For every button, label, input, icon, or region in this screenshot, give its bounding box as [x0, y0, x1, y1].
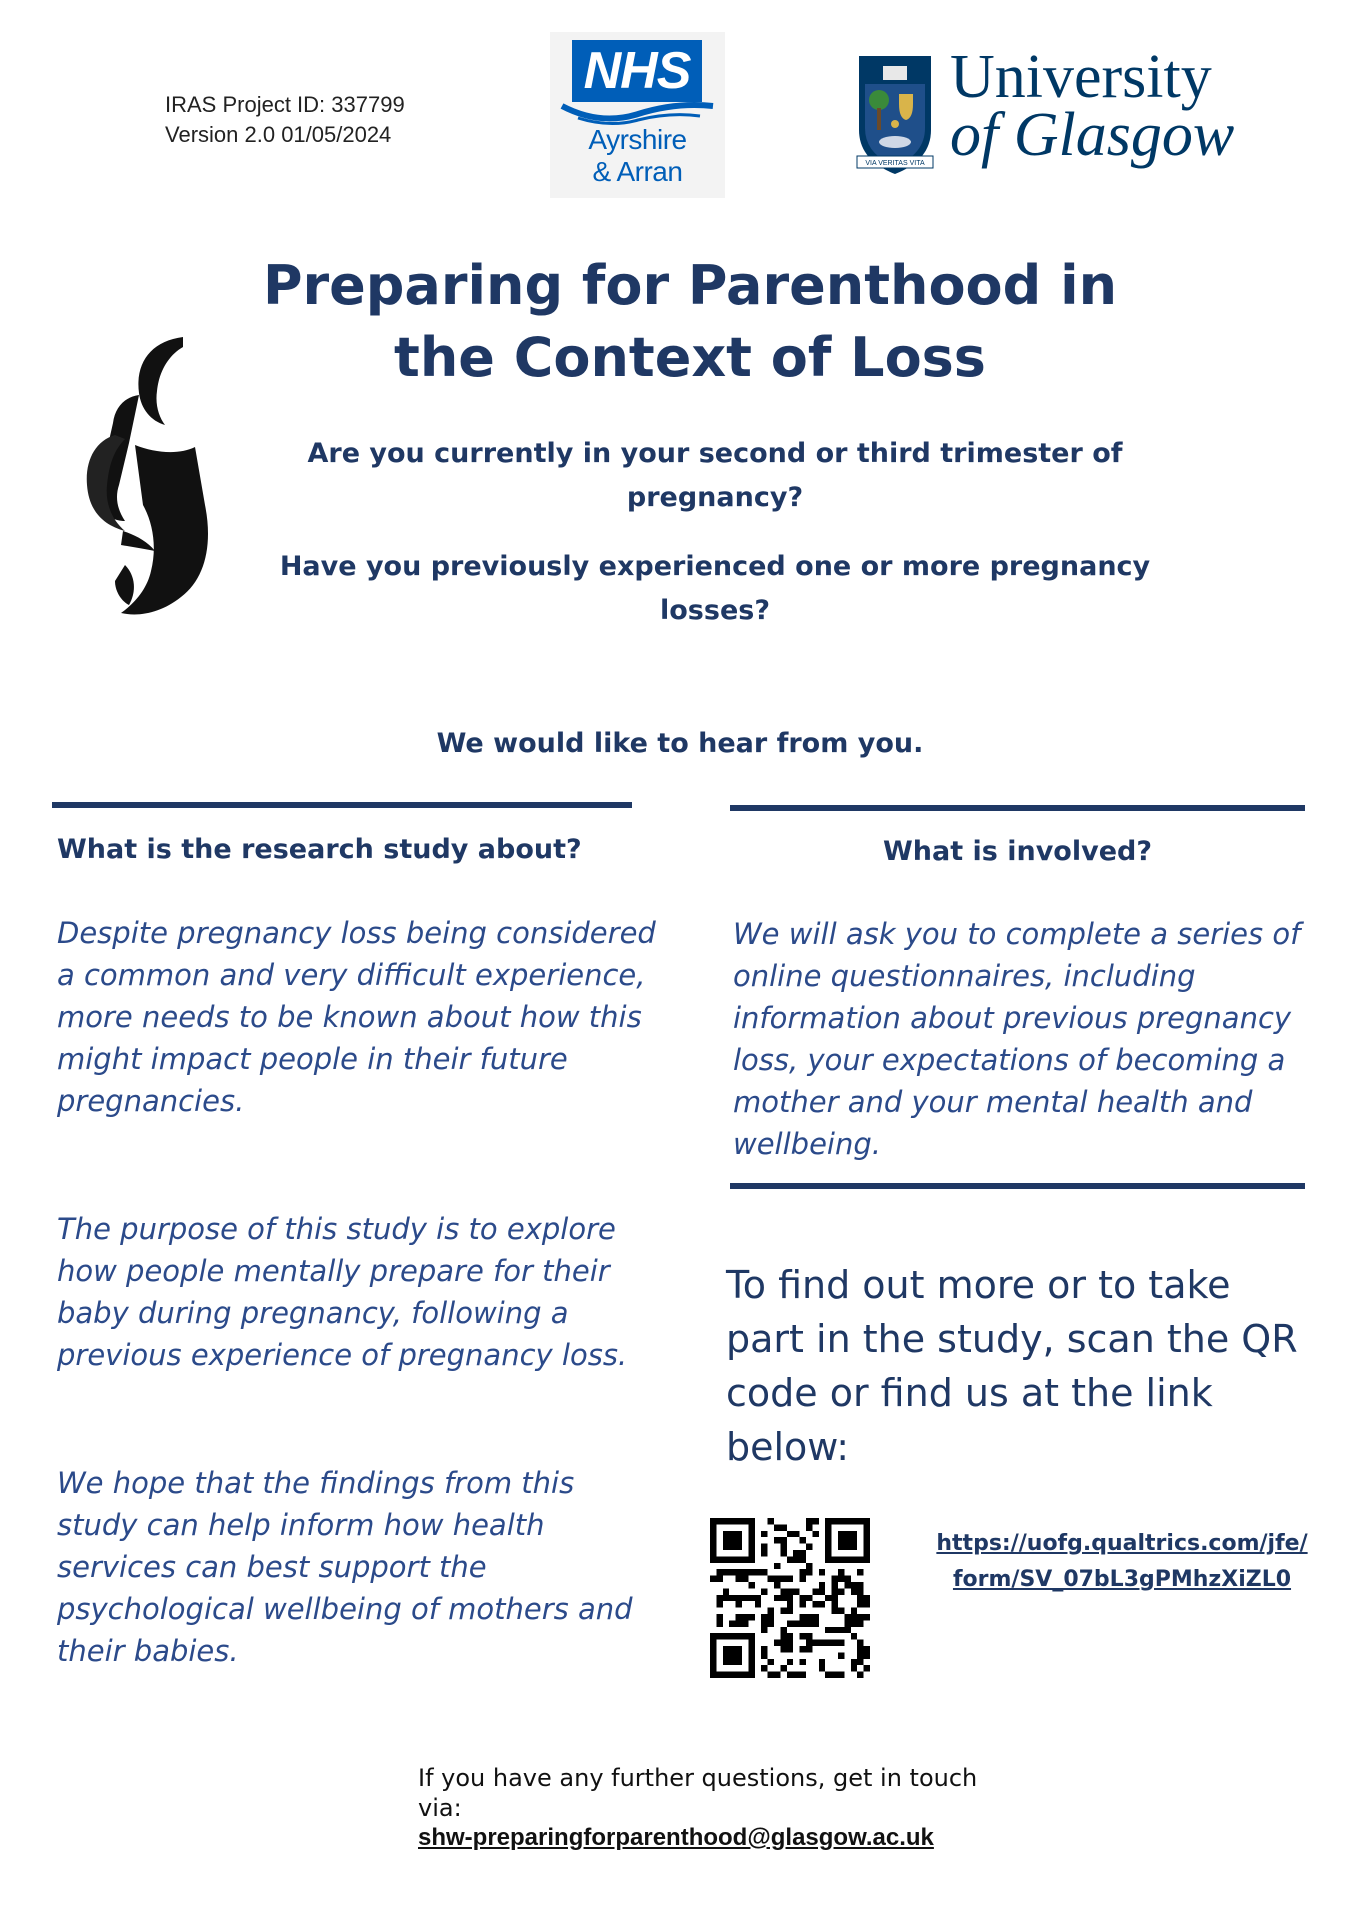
uog-line1: University: [950, 43, 1212, 111]
right-divider-bottom: [730, 1183, 1305, 1189]
university-of-glasgow-wordmark: [950, 43, 1235, 169]
survey-link[interactable]: https://uofg.qualtrics.com/jfe/form/SV_07bL3gPMhzXiZL0: [936, 1531, 1308, 1592]
university-crest-icon: [855, 52, 935, 178]
title-line2: the Context of Loss: [394, 326, 986, 389]
question-trimester: Are you currently in your second or third trimester of pregnancy?: [307, 438, 1123, 513]
title-line1: Preparing for Parenthood in: [262, 254, 1118, 317]
what-is-involved-paragraph: We will ask you to complete a series of online questionnaires, including information about previous pregnancy loss, your expectations of becoming a mother and your mental health and wellbeing.: [733, 917, 1301, 1161]
iras-project-id: IRAS Project ID: 337799: [165, 92, 405, 117]
pregnant-woman-silhouette-icon: [55, 335, 235, 625]
nhs-org-line2: & Arran: [592, 156, 683, 187]
research-about-paragraph-2: The purpose of this study is to explore how people mentally prepare for their baby during pregnancy, following a previous experience of pregnancy loss.: [57, 1212, 628, 1372]
version-date: Version 2.0 01/05/2024: [165, 122, 392, 147]
question-previous-loss: Have you previously experienced one or more pregnancy losses?: [279, 551, 1151, 626]
uog-motto: VIA VERITAS VITA: [865, 160, 925, 167]
hear-from-you: We would like to hear from you.: [436, 728, 924, 759]
left-divider: [52, 802, 632, 808]
nhs-ayrshire-arran-logo: [550, 32, 725, 198]
project-id-block: [165, 90, 405, 150]
contact-text: If you have any further questions, get in touch via:: [418, 1764, 978, 1822]
contact-block: [418, 1763, 978, 1853]
research-about-paragraph-1: Despite pregnancy loss being considered a common and very difficult experience, more needs to be known about how this might impact people in their future pregnancies.: [57, 916, 656, 1118]
right-divider-top: [730, 805, 1305, 811]
nhs-org-name: [550, 124, 725, 188]
nhs-logo-box: NHS: [572, 40, 702, 102]
what-is-involved-heading: What is involved?: [882, 836, 1153, 867]
research-about-paragraph-3: We hope that the findings from this study can help inform how health services can best support the psychological wellbeing of mothers and their babies.: [57, 1466, 633, 1668]
contact-email-link[interactable]: shw-preparingforparenthood@glasgow.ac.uk: [418, 1824, 934, 1851]
qr-code-icon[interactable]: [710, 1518, 870, 1678]
find-out-more-text: To find out more or to take part in the study, scan the QR code or find us at the link below:: [726, 1263, 1298, 1469]
uog-line2: of Glasgow: [950, 101, 1235, 169]
page-title: [240, 250, 1140, 394]
nhs-org-line1: Ayrshire: [588, 124, 687, 155]
research-about-heading: What is the research study about?: [57, 834, 582, 865]
